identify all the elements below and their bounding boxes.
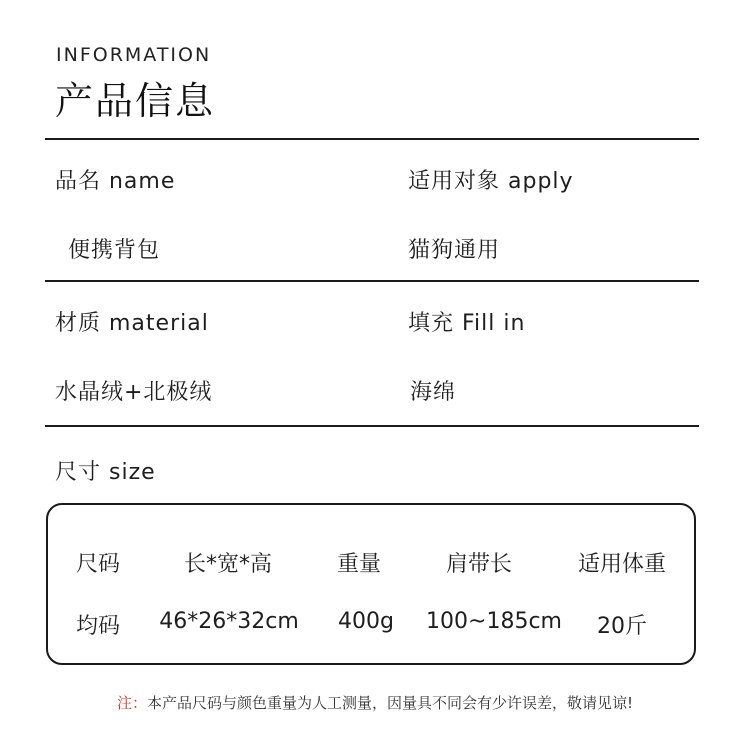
size-value-size: 均码 [75, 614, 121, 639]
material-value: 水晶绒+北极绒 [55, 380, 213, 405]
section-eyebrow: INFORMATION [56, 44, 212, 66]
page-title: 产品信息 [55, 79, 216, 123]
size-header-strap: 肩带长 [445, 552, 513, 577]
divider-bottom [45, 425, 699, 427]
divider-top [45, 138, 699, 140]
divider-middle [45, 280, 699, 282]
fill-value: 海绵 [410, 380, 457, 405]
size-label: 尺寸 size [55, 460, 156, 485]
size-header-body-weight: 适用体重 [577, 552, 667, 577]
apply-label: 适用对象 apply [408, 169, 574, 194]
size-value-dimensions: 46*26*32cm [159, 609, 299, 634]
size-header-size: 尺码 [75, 552, 121, 577]
disclaimer-note [0, 692, 750, 713]
material-label: 材质 material [55, 311, 209, 336]
fill-label: 填充 Fill in [408, 311, 526, 336]
name-label: 品名 name [55, 169, 176, 194]
apply-value: 猫狗通用 [408, 238, 501, 263]
size-value-strap: 100~185cm [426, 609, 562, 634]
note-text: 本产品尺码与颜色重量为人工测量，因量具不同会有少许误差，敬请见谅! [146, 694, 634, 712]
name-value: 便携背包 [68, 238, 161, 263]
size-header-weight: 重量 [336, 552, 382, 577]
note-prefix: 注： [116, 694, 147, 712]
size-value-weight: 400g [338, 609, 394, 634]
size-header-dimensions: 长*宽*高 [183, 552, 273, 577]
size-value-body-weight: 20斤 [597, 614, 647, 639]
size-table [46, 503, 696, 665]
